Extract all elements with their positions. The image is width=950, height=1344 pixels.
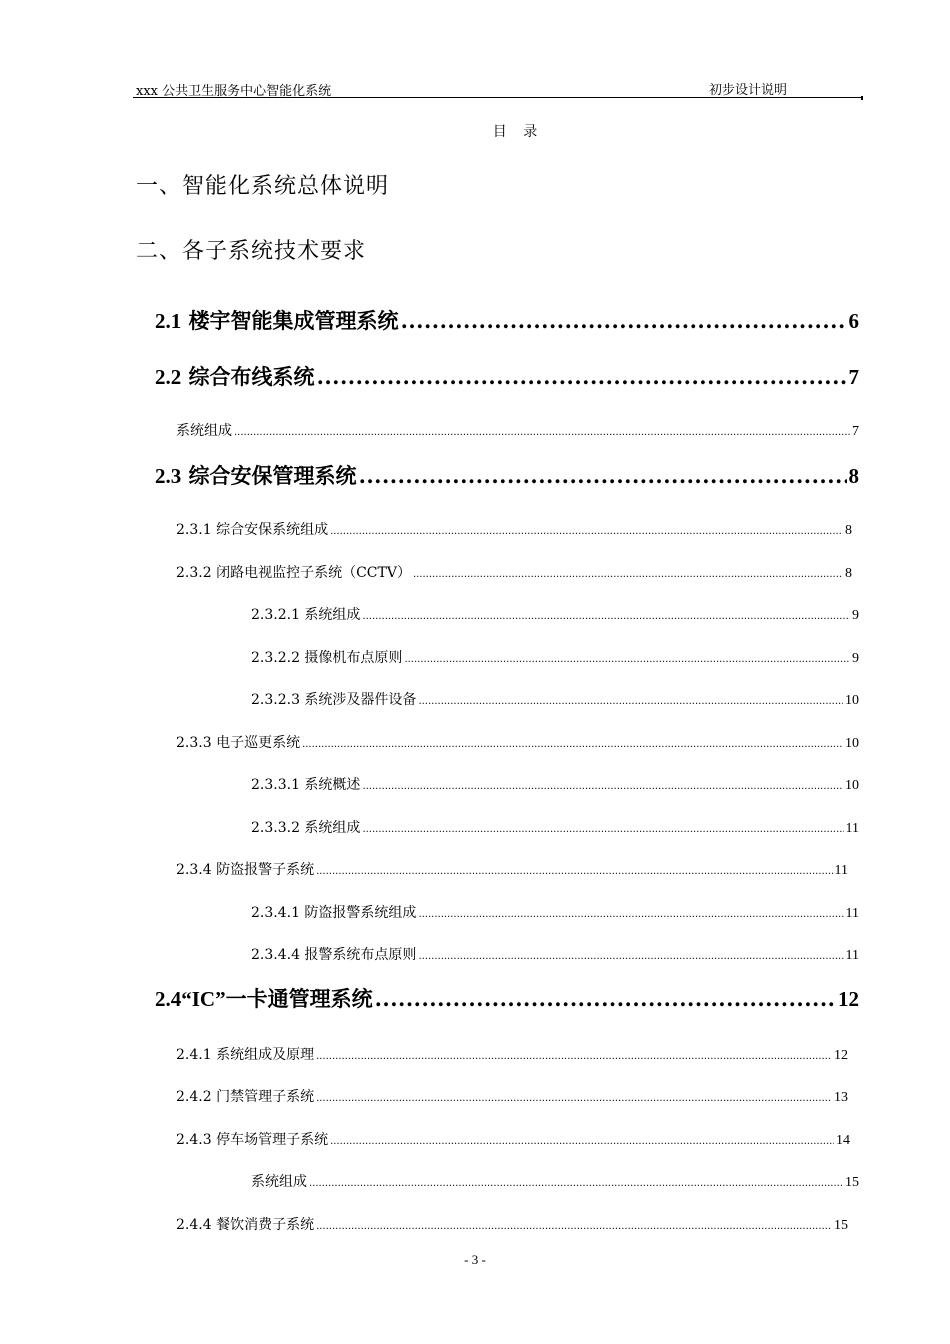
toc-entry-title: 综合布线系统 [181, 364, 315, 389]
toc-entry[interactable] [155, 460, 859, 490]
toc-leader-dots [418, 696, 843, 707]
toc-entry-page: 7 [848, 365, 859, 389]
toc-leader-dots [330, 1136, 834, 1147]
toc-entry-title: 2.3.3 电子巡更系统 [176, 735, 301, 751]
toc-entry[interactable] [251, 689, 859, 709]
toc-leader-dots [316, 1051, 832, 1062]
header-rule-tick [861, 96, 863, 100]
toc-leader-dots [362, 824, 843, 835]
toc-entry-page: 11 [845, 906, 859, 921]
toc-entry[interactable] [176, 420, 859, 440]
toc-entry-number: 2.4“IC” [155, 987, 226, 1011]
toc-entry[interactable] [176, 519, 852, 539]
toc-leader-dots [309, 1178, 843, 1189]
toc-entry-title: 2.3.2.1 系统组成 [251, 607, 361, 623]
toc-entry-title: 2.3.1 综合安保系统组成 [176, 522, 329, 538]
toc-entry-page: 9 [852, 651, 859, 666]
toc-entry-page: 8 [848, 464, 859, 488]
toc-entry-title: 2.3.4.1 防盗报警系统组成 [251, 905, 417, 921]
toc-entry-title: 系统组成 [251, 1174, 307, 1190]
toc-leader-dots [418, 951, 843, 962]
toc-entry[interactable] [155, 361, 859, 391]
toc-entry-title: 2.4.4 餐饮消费子系统 [176, 1217, 315, 1233]
toc-entry-title: 2.4.1 系统组成及原理 [176, 1047, 315, 1063]
toc-entry-title: 2.3.4.4 报警系统布点原则 [251, 947, 417, 963]
toc-entry[interactable] [155, 305, 859, 335]
toc-entry-page: 9 [852, 608, 859, 623]
toc-entry-title: 2.3.3.2 系统组成 [251, 820, 361, 836]
toc-entry[interactable] [251, 902, 859, 922]
toc-entry-title: 楼宇智能集成管理系统 [181, 308, 399, 333]
header-right-title: 初步设计说明 [709, 83, 788, 98]
toc-entry-page: 7 [852, 424, 859, 439]
toc-leader-dots [302, 739, 843, 750]
toc-leader-dots [401, 308, 847, 333]
chapter-heading-2: 二、各子系统技术要求 [136, 239, 367, 264]
toc-entry-title: 2.3.3.1 系统概述 [251, 777, 361, 793]
toc-entry-page: 10 [845, 693, 859, 708]
toc-leader-dots [317, 364, 847, 389]
toc-leader-dots [375, 986, 836, 1011]
toc-entry[interactable] [251, 604, 859, 624]
toc-entry-title: 系统组成 [176, 423, 232, 439]
toc-entry[interactable] [251, 1171, 859, 1191]
toc-entry-page: 15 [834, 1218, 848, 1233]
toc-entry-page: 12 [834, 1048, 848, 1063]
toc-leader-dots [316, 1093, 832, 1104]
toc-entry-page: 11 [845, 948, 859, 963]
toc-leader-dots [359, 463, 847, 488]
toc-entry-page: 14 [836, 1133, 850, 1148]
toc-entry-page: 8 [845, 566, 852, 581]
toc-entry-page: 6 [848, 309, 859, 333]
toc-entry-title: 综合安保管理系统 [181, 463, 357, 488]
toc-entry-title: 2.4.2 门禁管理子系统 [176, 1089, 315, 1105]
toc-entry-page: 11 [845, 821, 859, 836]
toc-leader-dots [362, 781, 843, 792]
toc-entry-title: 2.3.2.3 系统涉及器件设备 [251, 692, 417, 708]
toc-entry[interactable] [176, 1129, 850, 1149]
toc-entry-page: 15 [845, 1175, 859, 1190]
toc-leader-dots [413, 569, 843, 580]
toc-entry-page: 10 [845, 778, 859, 793]
toc-entry-title: 2.3.4 防盗报警子系统 [176, 862, 315, 878]
toc-entry[interactable] [176, 1086, 848, 1106]
toc-entry[interactable] [176, 1044, 848, 1064]
toc-entry-number: 2.3 [155, 464, 182, 488]
toc-entry[interactable] [251, 774, 859, 794]
toc-title: 目 录 [492, 124, 544, 140]
toc-leader-dots [362, 611, 850, 622]
toc-entry-page: 12 [838, 987, 859, 1011]
toc-entry[interactable] [251, 944, 859, 964]
toc-entry-title: 2.3.2 闭路电视监控子系统（CCTV） [176, 565, 411, 581]
toc-entry[interactable] [176, 1214, 848, 1234]
toc-leader-dots [316, 866, 832, 877]
toc-leader-dots [234, 427, 850, 438]
toc-leader-dots [404, 654, 850, 665]
toc-entry-page: 8 [845, 523, 852, 538]
toc-entry[interactable] [176, 859, 848, 879]
chapter-heading-1: 一、智能化系统总体说明 [136, 174, 390, 199]
toc-entry[interactable] [251, 817, 859, 837]
toc-entry-number: 2.1 [155, 309, 182, 333]
toc-leader-dots [316, 1221, 832, 1232]
header-rule [133, 97, 861, 98]
toc-leader-dots [330, 526, 843, 537]
toc-entry-page: 13 [834, 1090, 848, 1105]
toc-entry-title: 一卡通管理系统 [225, 986, 373, 1011]
toc-entry[interactable] [251, 647, 859, 667]
toc-entry-page: 11 [834, 863, 848, 878]
toc-entry[interactable] [176, 562, 852, 582]
toc-entry-number: 2.2 [155, 365, 182, 389]
toc-leader-dots [418, 909, 843, 920]
toc-entry[interactable] [155, 983, 859, 1013]
toc-entry-title: 2.3.2.2 摄像机布点原则 [251, 650, 403, 666]
toc-entry-page: 10 [845, 736, 859, 751]
toc-entry-title: 2.4.3 停车场管理子系统 [176, 1132, 329, 1148]
page-number-footer: - 3 - [464, 1252, 486, 1267]
header-left-title: xxx 公共卫生服务中心智能化系统 [136, 84, 332, 99]
toc-entry[interactable] [176, 732, 859, 752]
